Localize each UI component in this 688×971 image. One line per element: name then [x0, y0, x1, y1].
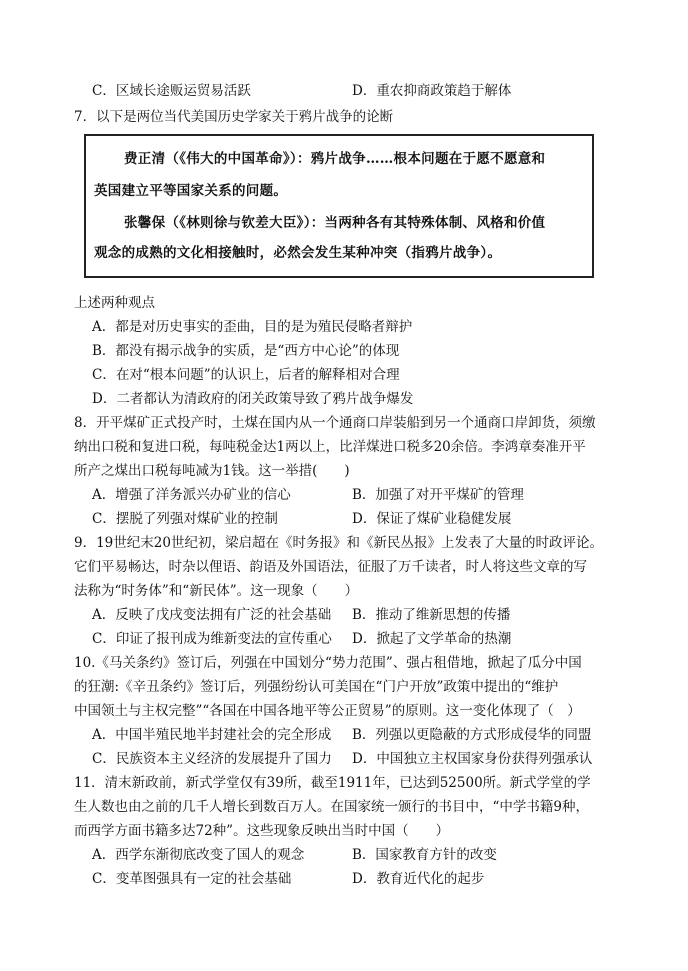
q8-line2: 纳出口税和复进口税，每吨税金达1两以上，比洋煤进口税多20余倍。李鸿章奏准开平	[74, 439, 586, 455]
q7-option-c: C．在对“根本问题”的认识上，后者的解释相对合理	[92, 367, 400, 383]
q9-option-a: A．反映了戊戌变法拥有广泛的社会基础	[92, 607, 332, 623]
q9-line3: 法称为“时务体”和“新民体”。这一现象（ ）	[74, 583, 359, 599]
q10-line2: 的狂潮:《辛丑条约》签订后，列强纷纷认可美国在“门户开放”政策中提出的“维护	[74, 679, 559, 695]
q7-option-d: D．二者都认为清政府的闭关政策导致了鸦片战争爆发	[92, 391, 414, 407]
q8-option-d: D．保证了煤矿业稳健发展	[352, 511, 512, 527]
q6-option-c: C．区域长途贩运贸易活跃	[92, 83, 251, 99]
q8-option-b: B．加强了对开平煤矿的管理	[352, 487, 524, 503]
q9-line1: 9．19世纪末20世纪初，梁启超在《时务报》和《新民丛报》上发表了大量的时政评论。	[74, 535, 603, 551]
q8-line1: 8．开平煤矿正式投产时，土煤在国内从一个通商口岸装船到另一个通商口岸卸货，须缴	[74, 415, 596, 431]
q6-option-d: D．重农抑商政策趋于解体	[352, 83, 512, 99]
q7-option-b: B．都没有揭示战争的实质，是“西方中心论”的体现	[92, 343, 400, 359]
q7-lead: 上述两种观点	[74, 295, 155, 311]
q10-option-b: B．列强以更隐蔽的方式形成侵华的同盟	[352, 727, 592, 743]
q9-option-d: D．掀起了文学革命的热潮	[352, 631, 512, 647]
q9-option-b: B．推动了维新思想的传播	[352, 607, 511, 623]
q10-line1: 10.《马关条约》签订后，列强在中国划分“势力范围”、强占租借地，掀起了瓜分中国	[74, 655, 582, 671]
q10-option-c: C．民族资本主义经济的发展提升了国力	[92, 751, 332, 767]
q10-line3: 中国领土与主权完整”“各国在中国各地平等公正贸易”的原则。这一变化体现了（ ）	[74, 703, 581, 719]
q7-quote-box	[84, 134, 594, 278]
q11-option-c: C．变革图强具有一定的社会基础	[92, 871, 292, 887]
q7-quote1-line2: 英国建立平等国家关系的问题。	[94, 183, 288, 199]
q9-option-c: C．印证了报刊成为维新变法的宣传重心	[92, 631, 332, 647]
q7-quote2-line1: 张馨保（《林则徐与钦差大臣》）：当两种各有其特殊体制、风格和价值	[124, 215, 546, 231]
q8-line3: 所产之煤出口税每吨减为1钱。这一举措( )	[74, 463, 350, 479]
q8-option-a: A．增强了洋务派兴办矿业的信心	[92, 487, 291, 503]
q10-option-a: A．中国半殖民地半封建社会的完全形成	[92, 727, 332, 743]
q11-line3: 而西学方面书籍多达72种”。这些现象反映出当时中国（ ）	[74, 823, 450, 839]
q11-line1: 11．清末新政前，新式学堂仅有39所，截至1911年，已达到52500所。新式学堂的学	[74, 775, 591, 791]
q11-line2: 生人数也由之前的几千人增长到数百万人。在国家统一颁行的书目中，“中学书籍9种，	[74, 799, 589, 815]
q7-option-a: A．都是对历史事实的歪曲，目的是为殖民侵略者辩护	[92, 319, 413, 335]
q10-option-d: D．中国独立主权国家身份获得列强承认	[352, 751, 593, 767]
q9-line2: 它们平易畅达，时杂以俚语、韵语及外国语法，征服了万千读者，时人将这些文章的写	[74, 559, 587, 575]
q7-stem: 7．以下是两位当代美国历史学家关于鸦片战争的论断	[74, 109, 394, 125]
q11-option-d: D．教育近代化的起步	[352, 871, 485, 887]
q11-option-b: B．国家教育方针的改变	[352, 847, 497, 863]
q7-quote1-line1: 费正清（《伟大的中国革命》）：鸦片战争……根本问题在于愿不愿意和	[124, 151, 546, 167]
q8-option-c: C．摆脱了列强对煤矿业的控制	[92, 511, 278, 527]
q7-quote2-line2: 观念的成熟的文化相接触时，必然会发生某种冲突（指鸦片战争）。	[94, 245, 502, 261]
q11-option-a: A．西学东渐彻底改变了国人的观念	[92, 847, 305, 863]
